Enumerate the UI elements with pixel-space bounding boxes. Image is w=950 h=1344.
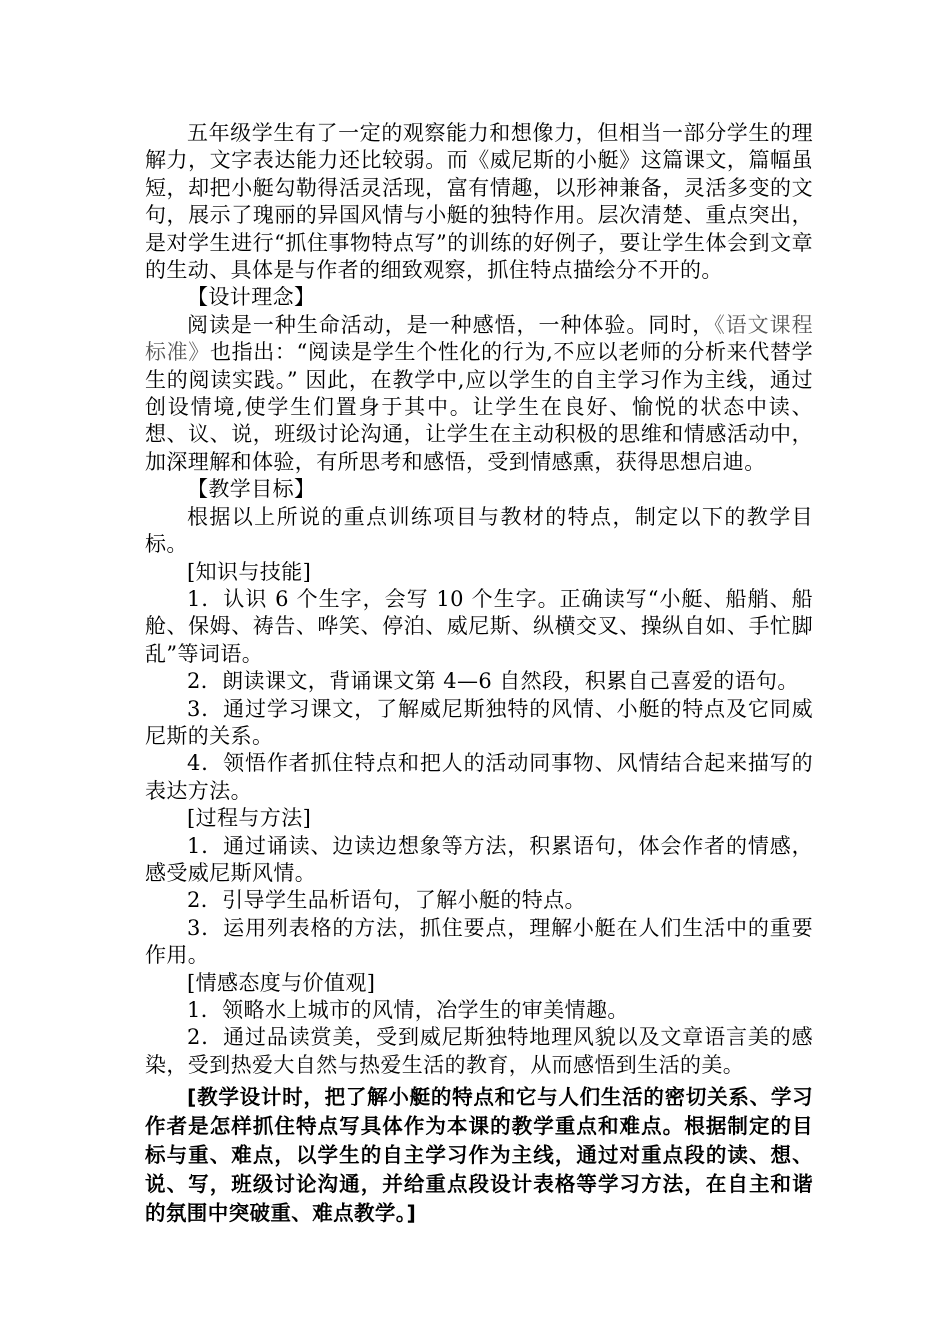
design-summary-paragraph: [教学设计时，把了解小艇的特点和它与人们生活的密切关系、学习作者是怎样抓住特点写具体作为本课的教学重点和难点。根据制定的目标与重、难点，以学生的自主学习作为主线，通过对重点段的读、想、说、写，班级讨论沟通，并给重点段设计表格等学习方法，在自主和谐的氛围中突破重、难点教学。] <box>145 1085 813 1226</box>
knowledge-item-4: 4．领悟作者抓住特点和把人的活动同事物、风情结合起来描写的表达方法。 <box>145 751 813 803</box>
curriculum-standard-link[interactable]: 《语文课程标准》 <box>145 312 813 365</box>
emotion-values-heading: [情感态度与价值观] <box>187 970 376 995</box>
process-item-1: 1．通过诵读、边读边想象等方法，积累语句，体会作者的情感，感受威尼斯风情。 <box>145 833 813 885</box>
document-body <box>145 120 813 1228</box>
process-item-3: 3．运用列表格的方法，抓住要点，理解小艇在人们生活中的重要作用。 <box>145 915 813 968</box>
design-concept-paragraph <box>145 312 813 476</box>
emotion-item-2: 2．通过品读赏美，受到威尼斯独特地理风貌以及文章语言美的感染，受到热爱大自然与热爱生活的教育，从而感悟到生活的美。 <box>145 1025 813 1077</box>
knowledge-item-1: 1．认识 6 个生字，会写 10 个生字。正确读写“小艇、船艄、船舱、保姆、祷告、哗笑、停泊、威尼斯、纵横交叉、操纵自如、手忙脚乱”等词语。 <box>145 586 813 666</box>
process-method-heading: [过程与方法] <box>187 806 312 831</box>
knowledge-item-2: 2．朗读课文，背诵课文第 4—6 自然段，积累自己喜爱的语句。 <box>187 669 799 694</box>
teaching-goals-heading: 【教学目标】 <box>187 477 316 502</box>
knowledge-item-3: 3．通过学习课文，了解威尼斯独特的风情、小艇的特点及它同威尼斯的关系。 <box>145 696 813 748</box>
design-concept-heading: 【设计理念】 <box>187 285 316 310</box>
intro-paragraph: 五年级学生有了一定的观察能力和想像力，但相当一部分学生的理解力，文字表达能力还比较弱。而《威尼斯的小艇》这篇课文，篇幅虽短，却把小艇勾勒得活灵活现，富有情趣，以形神兼备，灵活多变的文句，展示了瑰丽的异国风情与小艇的独特作用。层次清楚、重点突出，是对学生进行“抓住事物特点写”的训练的好例子，要让学生体会到文章的生动、具体是与作者的细致观察，抓住特点描绘分不开的。 <box>145 121 813 283</box>
design-text-after: 也指出：“阅读是学生个性化的行为,不应以老师的分析来代替学生的阅读实践。” 因此，在教学中,应以学生的自主学习作为主线，通过创设情境,使学生们置身于其中。让学生在良好、愉悦的状态中读、想、议、说，班级讨论沟通，让学生在主动积极的思维和情感活动中，加深理解和体验，有所思考和感悟，受到情感熏，获得思想启迪。 <box>145 340 813 474</box>
emotion-item-1: 1．领略水上城市的风情，冶学生的审美情趣。 <box>187 998 629 1022</box>
design-text-before: 阅读是一种生命活动，是一种感悟，一种体验。同时， <box>187 312 715 337</box>
process-item-2: 2．引导学生品析语句，了解小艇的特点。 <box>187 888 586 913</box>
teaching-goals-intro: 根据以上所说的重点训练项目与教材的特点，制定以下的教学目标。 <box>145 504 813 557</box>
knowledge-skills-heading: [知识与技能] <box>187 559 312 584</box>
